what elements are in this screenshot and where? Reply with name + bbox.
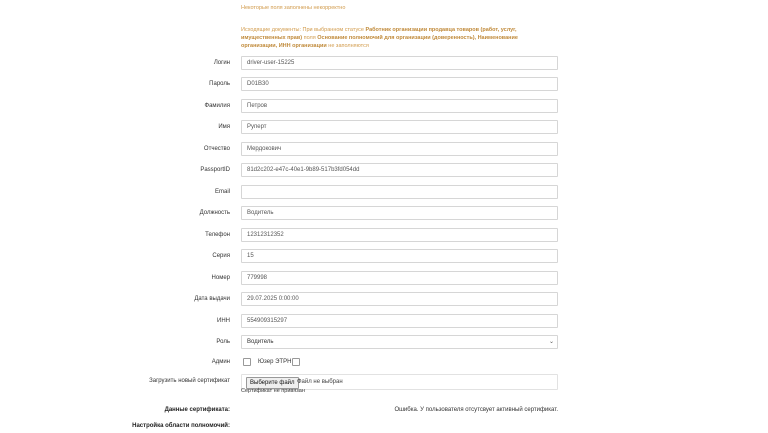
admin-label: Админ — [211, 359, 230, 365]
lastname-label: Фамилия — [204, 103, 230, 109]
note-text-2: поля — [302, 35, 318, 41]
user-etrn-label: Юзер ЭТРН — [258, 359, 292, 365]
password-input[interactable] — [241, 77, 558, 91]
login-input[interactable] — [241, 56, 558, 70]
role-select[interactable] — [241, 335, 558, 349]
form-row-position — [0, 206, 768, 220]
middlename-input[interactable] — [241, 142, 558, 156]
login-label: Логин — [213, 60, 230, 66]
form-row-login — [0, 56, 768, 70]
firstname-label: Имя — [218, 124, 230, 130]
form-row-passportid — [0, 163, 768, 177]
firstname-input[interactable] — [241, 120, 558, 134]
form-row-middlename — [0, 142, 768, 156]
note-bold-2: Основание полномочий для организации (доверенность), Наименование организации, ИНН организации — [241, 35, 518, 49]
passportid-label: PassportID — [200, 167, 230, 173]
lastname-input[interactable] — [241, 99, 558, 113]
password-label: Пароль — [209, 81, 230, 87]
no-file-text: Файл не выбран — [297, 379, 343, 385]
number-label: Номер — [211, 275, 230, 281]
note-text-3: не заполняются — [326, 43, 369, 49]
form-row-phone — [0, 228, 768, 242]
form-row-admin — [0, 355, 768, 369]
phone-input[interactable] — [241, 228, 558, 242]
position-input[interactable] — [241, 206, 558, 220]
passportid-input[interactable] — [241, 163, 558, 177]
form-row-inn — [0, 314, 768, 328]
note-bold-1: Работник организации продавца товаров (работ, услуг, имущественных прав) — [241, 27, 517, 41]
series-label: Серия — [212, 253, 230, 259]
inn-input[interactable] — [241, 314, 558, 328]
form-row-lastname — [0, 99, 768, 113]
position-label: Должность — [199, 210, 230, 216]
form-row-upload-cert — [0, 374, 768, 388]
status-note — [241, 26, 541, 50]
form-row-series — [0, 249, 768, 263]
middlename-label: Отчество — [203, 146, 230, 152]
number-input[interactable] — [241, 271, 558, 285]
form-row-issue-date — [0, 292, 768, 306]
role-select-value: Водитель — [247, 339, 274, 345]
certificate-status: Сертификат не привязан — [241, 388, 305, 394]
email-input[interactable] — [241, 185, 558, 199]
form-row-password — [0, 77, 768, 91]
form-row-number — [0, 271, 768, 285]
role-label: Роль — [216, 339, 230, 345]
email-label: Email — [214, 189, 230, 195]
phone-label: Телефон — [205, 232, 230, 238]
choose-file-button[interactable]: Выберите файл — [246, 377, 299, 389]
admin-checkbox[interactable] — [243, 358, 251, 366]
chevron-down-icon: ⌄ — [548, 339, 554, 345]
form-row-firstname — [0, 120, 768, 134]
inn-label: ИНН — [217, 318, 230, 324]
validation-warning: Некоторые поля заполнены некорректно — [241, 5, 346, 11]
issue-date-input[interactable] — [241, 292, 558, 306]
series-input[interactable] — [241, 249, 558, 263]
upload-cert-label: Загрузить новый сертификат — [149, 378, 230, 384]
certificate-data-label: Данные сертификата: — [164, 407, 230, 413]
note-text-1: Исходящие документы: При выбранном статусе — [241, 27, 366, 33]
certificate-error: Ошибка. У пользователя отсутсвует активный сертификат. — [394, 407, 558, 413]
issue-date-label: Дата выдачи — [194, 296, 230, 302]
scope-settings-label: Настройка области полномочий: — [132, 423, 230, 429]
form-row-email — [0, 185, 768, 199]
user-etrn-checkbox[interactable] — [292, 358, 300, 366]
form-row-role — [0, 335, 768, 349]
